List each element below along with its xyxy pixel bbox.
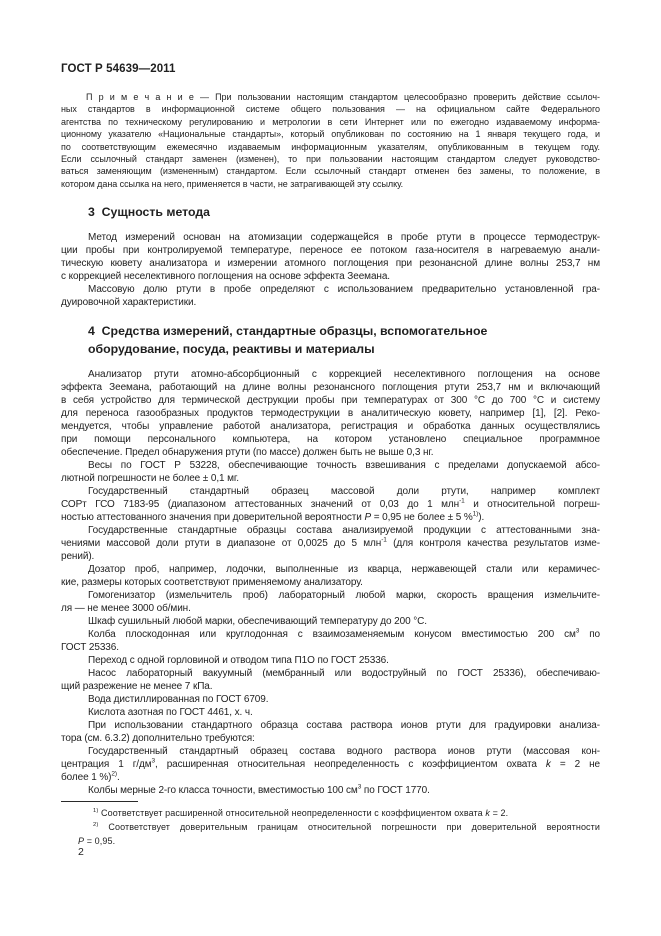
text-line: Если ссылочный стандарт заменен (изменен), то при пользовании настоящим стандартом следует руководство- [61,154,600,165]
text-line: Метод измерений основан на атомизации содержащейся в пробе ртути в процессе термодеструк- [88,232,600,244]
text-line: Государственные стандартные образцы состава анализируемой продукции с аттестованными зна- [88,525,600,537]
text-line: тическую кювету анализатора и измерении атомного поглощения при резонансной длине волны 253,7 нм [61,258,600,270]
text-line: ля — не менее 3000 об/мин. [61,603,191,615]
text-line: Весы по ГОСТ Р 53228, обеспечивающие точность взвешивания с пределами допускаемой абсо- [88,460,600,472]
text-line: Кислота азотная по ГОСТ 4461, х. ч. [88,707,253,719]
text-line: П р и м е ч а н и е — При пользовании настоящим стандартом целесообразно проверить действие ссылоч- [86,92,600,102]
paragraph [61,231,600,283]
note-block [61,91,600,190]
paragraph [61,485,600,524]
text-line: агентства по техническому регулированию и метрологии в сети Интернет или по ежегодно издаваемому информа- [61,116,600,127]
section-heading [88,322,600,358]
paragraph [61,589,600,615]
text-line: оборудование, посуда, реактивы и материалы [88,342,375,357]
text-line: Колбы мерные 2-го класса точности, вместимостью 100 $см^3$ по ГОСТ 1770. [88,783,430,797]
text-line: ГОСТ 25336. [61,642,119,654]
paragraph [61,459,600,485]
text-line: с коррекцией неселективного поглощения на основе эффекта Зеемана. [61,271,390,283]
text-line: при помощи персонального компьютера, на котором установлено специальное программное [61,434,600,446]
paragraph [61,628,600,654]
text-line: Анализатор ртути атомно-абсорбционный с коррекцией неселективного поглощения на основе [88,369,600,381]
text-line: ционному указателю «Национальные стандарты», который опубликован по состоянию на 1 января текущего года, и [61,129,600,140]
paragraph [61,524,600,563]
text-line: Дозатор проб, например, лодочки, выполненные из кварца, нержавеющей стали или керамичес- [88,564,600,576]
text-line: по соответствующим ежемесячно издаваемым информационным указателям, опубликованным в текущем году. [61,141,600,152]
text-line: Шкаф сушильный любой марки, обеспечивающий температуру до 200 °С. [88,616,427,628]
text-line: центрация 1 $г/дм^3$, расширенная относительная неопределенность с коэффициентом охвата k = 2 не [61,757,600,771]
footnotes [78,807,600,848]
text-line: обеспечение. Предел обнаружения ртути (по массе) должен быть не выше 0,3 нг. [61,447,434,459]
text-line: $^{1)}$ Соответствует расширенной относительной неопределенности с коэффициентом охвата k = 2. [93,808,509,819]
text-line: тора (см. 6.3.2) дополнительно требуются: [61,733,255,745]
text-line: Государственный стандартный образец состава водного раствора ионов ртути (массовая кон- [88,746,600,758]
text-line: Вода дистиллированная по ГОСТ 6709. [88,694,269,706]
text-line: Насос лабораторный вакуумный (мембранный или водоструйный по ГОСТ 25336), обеспечиваю- [88,668,600,680]
paragraph [61,706,600,719]
paragraph [61,693,600,706]
footnote [78,821,600,847]
text-line: рений). [61,551,95,563]
text-line: $^{2)}$ Соответствует доверительным границам относительной погрешности при доверительной вероятности [93,822,600,833]
text-line: более 1 %)$^{2)}$. [61,770,120,784]
paragraph [61,283,600,309]
text-line: Переход с одной горловиной и отводом типа П1О по ГОСТ 25336. [88,655,389,667]
document-header: ГОСТ Р 54639—2011 [61,63,176,75]
text-line: ных стандартов в информационной системе общего пользования — на официальном сайте Федерального [61,104,600,115]
text-line: в себя устройство для термической деструкции пробы при температурах от 300 °С до 700 °С и систему [61,395,600,407]
paragraph [61,563,600,589]
text-line: чениями массовой доли ртути в диапазоне от 0,0025 до 5 млн$^{-1}$ (для контроля качества результатов изме- [61,536,600,550]
paragraph [61,745,600,784]
text-line: лютной погрешности не более ± 0,1 мг. [61,473,239,485]
paragraph [61,784,600,797]
text-line: кие, размеры которых соответствуют применяемому анализатору. [61,577,363,589]
paragraph [61,368,600,459]
paragraph [61,667,600,693]
text-line: 4 Средства измерений, стандартные образцы, вспомогательное [88,324,488,339]
section-heading [88,203,600,221]
text-line: При использовании стандартного образца состава раствора ионов ртути для градуировки анализа- [88,720,600,732]
footnote-rule [61,801,138,802]
text-line: ваться заменяющим (измененным) стандартом. Если ссылочный стандарт отменен без замены, то положение, в [61,166,600,177]
text-line: мендуется, чтобы управление работой анализатора, регистрация и обработка данных осуществлялись [61,421,600,433]
text-line: P = 0,95. [78,835,116,846]
footnote [78,807,600,820]
text-line: ностью аттестованного значения при доверительной вероятности P = 0,95 не более ± 5 %$^{1)}$). [61,510,485,524]
text-line: котором дана ссылка на него, применяется в части, не затрагивающей эту ссылку. [61,178,404,189]
text-line: ции пробы при контролируемой температуре, переносе ее потоком газа-носителя в нагреваемую анали- [61,245,600,257]
document-content [61,91,600,797]
text-line: для переноса газообразных продуктов термодеструкции в аналитическую кювету, например [1], [2]. Реко- [61,408,600,420]
text-line: СОРт ГСО 7183-95 (диапазоном аттестованных значений от 0,03 до 1 млн$^{-1}$ и относительной погреш- [61,497,600,511]
paragraph [61,654,600,667]
text-line: 3 Сущность метода [88,205,211,220]
text-line: Массовую долю ртути в пробе определяют с использованием предварительно установленной гра- [88,284,600,296]
text-line: Колба плоскодонная или круглодонная с взаимозаменяемым конусом вместимостью 200 $см^3$ по [88,627,600,641]
text-line: щий разрежение не менее 7 кПа. [61,681,213,693]
paragraph [61,719,600,745]
text-line: дуировочной характеристики. [61,297,197,309]
page-number: 2 [78,846,84,858]
text-line: Государственный стандартный образец массовой доли ртути, например комплект [88,486,600,498]
text-line: Гомогенизатор (измельчитель проб) лабораторный любой марки, скорость вращения измельчите- [88,590,600,602]
text-line: эффекта Зеемана, работающий на длине волны резонансного поглощения ртути 253,7 нм и включающий [61,382,600,394]
paragraph [61,615,600,628]
